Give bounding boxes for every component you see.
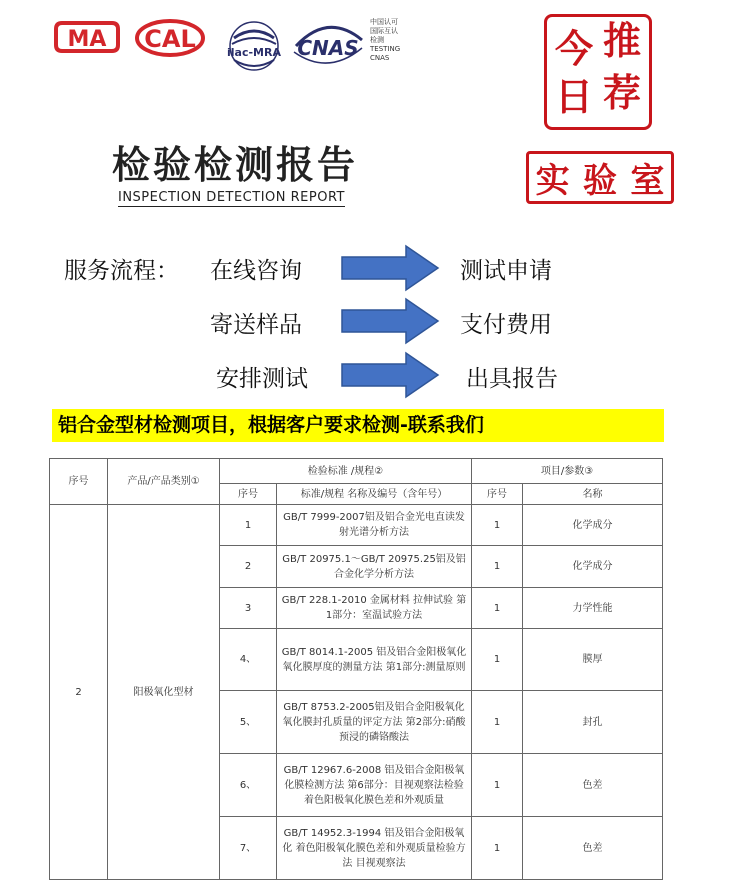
table-row-standard: GB/T 7999-2007铝及铝合金光电直读发射光谱分析方法 <box>277 505 472 546</box>
header-item-group: 项目/参数③ <box>472 459 663 484</box>
table-row-standard: GB/T 12967.6-2008 铝及铝合金阳极氧化膜检测方法 第6部分：目视观察法检验着色阳极氧化膜色差和外观质量 <box>277 754 472 817</box>
cal-logo <box>134 18 206 58</box>
header-product: 产品/产品类别① <box>108 459 220 505</box>
svg-text:CAL: CAL <box>144 25 196 53</box>
svg-text:MA: MA <box>67 27 107 52</box>
table-row-seq: 2 <box>220 546 277 588</box>
contact-banner: 铝合金型材检测项目，根据客户要求检测-联系我们 <box>52 409 664 442</box>
arrow-right-icon <box>340 297 440 345</box>
table-row-item: 色差 <box>523 817 663 880</box>
header-seq: 序号 <box>50 459 108 505</box>
flow-step-report: 出具报告 <box>466 366 558 392</box>
product-cell: 阳极氧化型材 <box>108 505 220 880</box>
cnas-logo <box>288 18 368 74</box>
header-item-seq: 序号 <box>472 484 523 505</box>
table-row-item-seq: 1 <box>472 817 523 880</box>
table-row-seq: 4、 <box>220 629 277 691</box>
flow-label: 服务流程： <box>64 258 179 284</box>
table-row-item: 膜厚 <box>523 629 663 691</box>
header-item-name: 名称 <box>523 484 663 505</box>
cnas-caption: 中国认可 国际互认 检测 TESTING CNAS <box>370 18 401 62</box>
table-row-item: 封孔 <box>523 691 663 754</box>
table-row-item: 化学成分 <box>523 546 663 588</box>
ma-logo <box>52 19 122 55</box>
header-std-name: 标准/规程 名称及编号（含年号） <box>277 484 472 505</box>
flow-step-arrange-test: 安排测试 <box>216 366 308 392</box>
table-row-seq: 3 <box>220 588 277 629</box>
table-row-item-seq: 1 <box>472 754 523 817</box>
header-standard-group: 检验标准 /规程② <box>220 459 472 484</box>
group-seq-cell: 2 <box>50 505 108 880</box>
flow-step-pay: 支付费用 <box>460 312 552 338</box>
arrow-right-icon <box>340 351 440 399</box>
certification-logos <box>52 14 442 84</box>
flow-step-apply: 测试申请 <box>460 258 552 284</box>
table-row-item-seq: 1 <box>472 629 523 691</box>
table-row-seq: 6、 <box>220 754 277 817</box>
table-row-item: 化学成分 <box>523 505 663 546</box>
flow-step-consult: 在线咨询 <box>210 258 302 284</box>
laboratory-stamp: 实 验 室 <box>526 151 674 204</box>
svg-text:CNAS: CNAS <box>297 36 359 60</box>
table-row-item: 力学性能 <box>523 588 663 629</box>
arrow-right-icon <box>340 244 440 292</box>
report-title: 检验检测报告 <box>112 143 359 187</box>
table-row-item-seq: 1 <box>472 546 523 588</box>
table-row-item-seq: 1 <box>472 691 523 754</box>
table-row-item: 色差 <box>523 754 663 817</box>
table-row-standard: GB/T 14952.3-1994 铝及铝合金阳极氧化 着色阳极氧化膜色差和外观质量检验方法 目视观察法 <box>277 817 472 880</box>
ilac-mra-logo <box>222 20 286 76</box>
flow-step-send-sample: 寄送样品 <box>210 312 302 338</box>
table-row-item-seq: 1 <box>472 588 523 629</box>
inspection-table <box>49 458 663 880</box>
table-row-item-seq: 1 <box>472 505 523 546</box>
report-subtitle: INSPECTION DETECTION REPORT <box>118 190 345 205</box>
table-row-standard: GB/T 8014.1-2005 铝及铝合金阳极氧化 氧化膜厚度的测量方法 第1部分:测量原则 <box>277 629 472 691</box>
table-row-seq: 7、 <box>220 817 277 880</box>
svg-text:ilac-MRA: ilac-MRA <box>227 46 281 59</box>
recommend-stamp: 今 推 日 荐 <box>544 14 652 130</box>
table-row-standard: GB/T 20975.1～GB/T 20975.25铝及铝合金化学分析方法 <box>277 546 472 588</box>
table-row-seq: 5、 <box>220 691 277 754</box>
table-row-standard: GB/T 8753.2-2005铝及铝合金阳极氧化 氧化膜封孔质量的评定方法 第2部分:硝酸预浸的磷铬酸法 <box>277 691 472 754</box>
header-std-seq: 序号 <box>220 484 277 505</box>
table-row-seq: 1 <box>220 505 277 546</box>
table-row-standard: GB/T 228.1-2010 金属材料 拉伸试验 第1部分：室温试验方法 <box>277 588 472 629</box>
